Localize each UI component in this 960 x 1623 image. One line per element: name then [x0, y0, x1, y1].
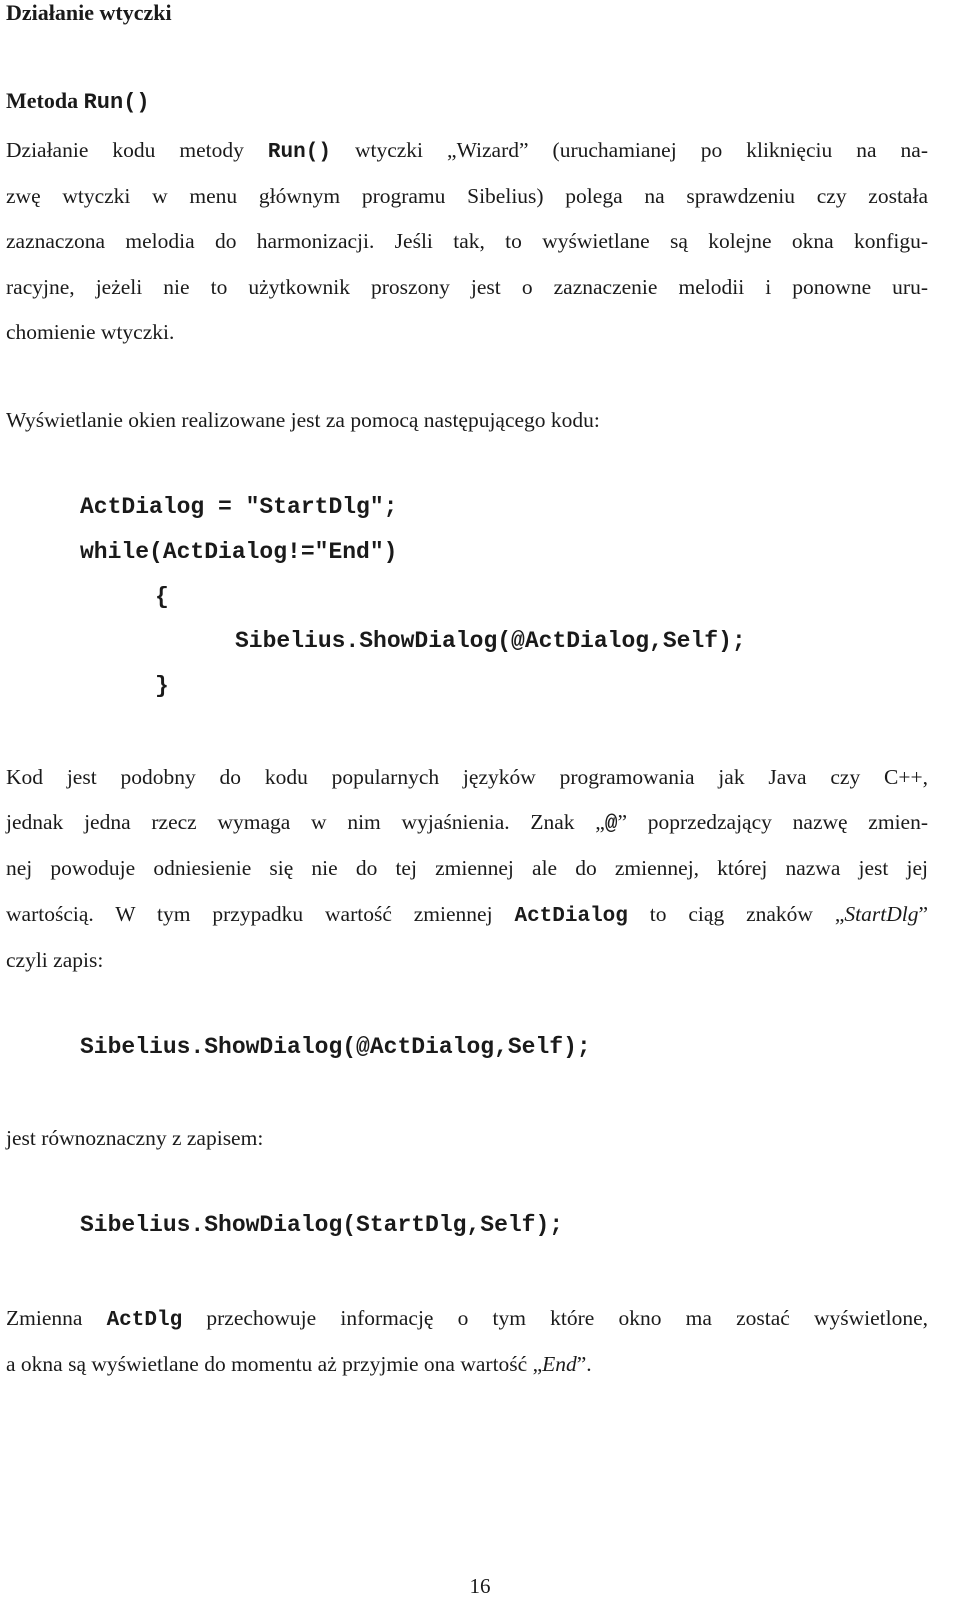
code-example-2: Sibelius.ShowDialog(StartDlg,Self);	[80, 1212, 564, 1238]
page-title: Działanie wtyczki	[6, 0, 172, 25]
inline-code: ActDlg	[106, 1309, 183, 1332]
para3-line5: czyli zapis:	[6, 948, 104, 972]
text-run: jednak jedna rzecz wymaga w nim wyjaśnienia. Znak „	[6, 810, 605, 834]
section-heading-code: Run()	[83, 90, 150, 115]
text-run: Działanie kodu metody	[6, 138, 268, 162]
text-run: ”	[918, 902, 929, 926]
section-heading	[6, 88, 150, 115]
inline-code: @	[604, 813, 618, 836]
code-line-2: while(ActDialog!="End")	[80, 539, 398, 565]
para3-line1: Kod jest podobny do kodu popularnych języków programowania jak Java czy C++,	[6, 765, 928, 789]
para3-line4	[6, 899, 928, 932]
para3-line2	[6, 807, 928, 840]
page-number: 16	[469, 1574, 491, 1598]
para4: jest równoznaczny z zapisem:	[6, 1126, 264, 1150]
para1-line1	[6, 135, 928, 168]
italic-text: StartDlg	[844, 902, 919, 926]
section-heading-prefix: Metoda	[6, 88, 84, 113]
text-run: Zmienna	[6, 1306, 107, 1330]
text-run: a okna są wyświetlane do momentu aż przyjmie ona wartość „	[6, 1352, 543, 1376]
para5-line2	[6, 1349, 592, 1379]
inline-code: Run()	[267, 141, 331, 164]
code-line-5: }	[155, 673, 169, 699]
italic-text: End	[542, 1352, 577, 1376]
text-run: wartością. W tym przypadku wartość zmiennej	[6, 902, 515, 926]
para1-line5: chomienie wtyczki.	[6, 320, 175, 344]
para1-line3: zaznaczona melodia do harmonizacji. Jeśli tak, to wyświetlane są kolejne okna konfigu-	[6, 229, 928, 253]
text-run: ”.	[576, 1352, 592, 1376]
code-line-3: {	[155, 584, 169, 610]
code-line-4: Sibelius.ShowDialog(@ActDialog,Self);	[235, 628, 746, 654]
text-run: przechowuje informację o tym które okno ma zostać wyświetlone,	[182, 1306, 928, 1330]
code-line-1: ActDialog = "StartDlg";	[80, 494, 398, 520]
text-run: wtyczki „Wizard” (uruchamianej po kliknięciu na na-	[330, 138, 928, 162]
para1-line4: racyjne, jeżeli nie to użytkownik proszony jest o zaznaczenie melodii i ponowne uru-	[6, 275, 928, 299]
para2: Wyświetlanie okien realizowane jest za pomocą następującego kodu:	[6, 408, 600, 432]
inline-code: ActDialog	[514, 905, 628, 928]
para1-line2: zwę wtyczki w menu głównym programu Sibelius) polega na sprawdzeniu czy została	[6, 184, 928, 208]
para3-line3: nej powoduje odniesienie się nie do tej zmiennej ale do zmiennej, której nazwa jest jej	[6, 856, 928, 880]
code-example-1: Sibelius.ShowDialog(@ActDialog,Self);	[80, 1034, 591, 1060]
text-run: ” poprzedzający nazwę zmien-	[617, 810, 928, 834]
para5-line1	[6, 1303, 928, 1336]
text-run: to ciąg znaków „	[627, 902, 845, 926]
